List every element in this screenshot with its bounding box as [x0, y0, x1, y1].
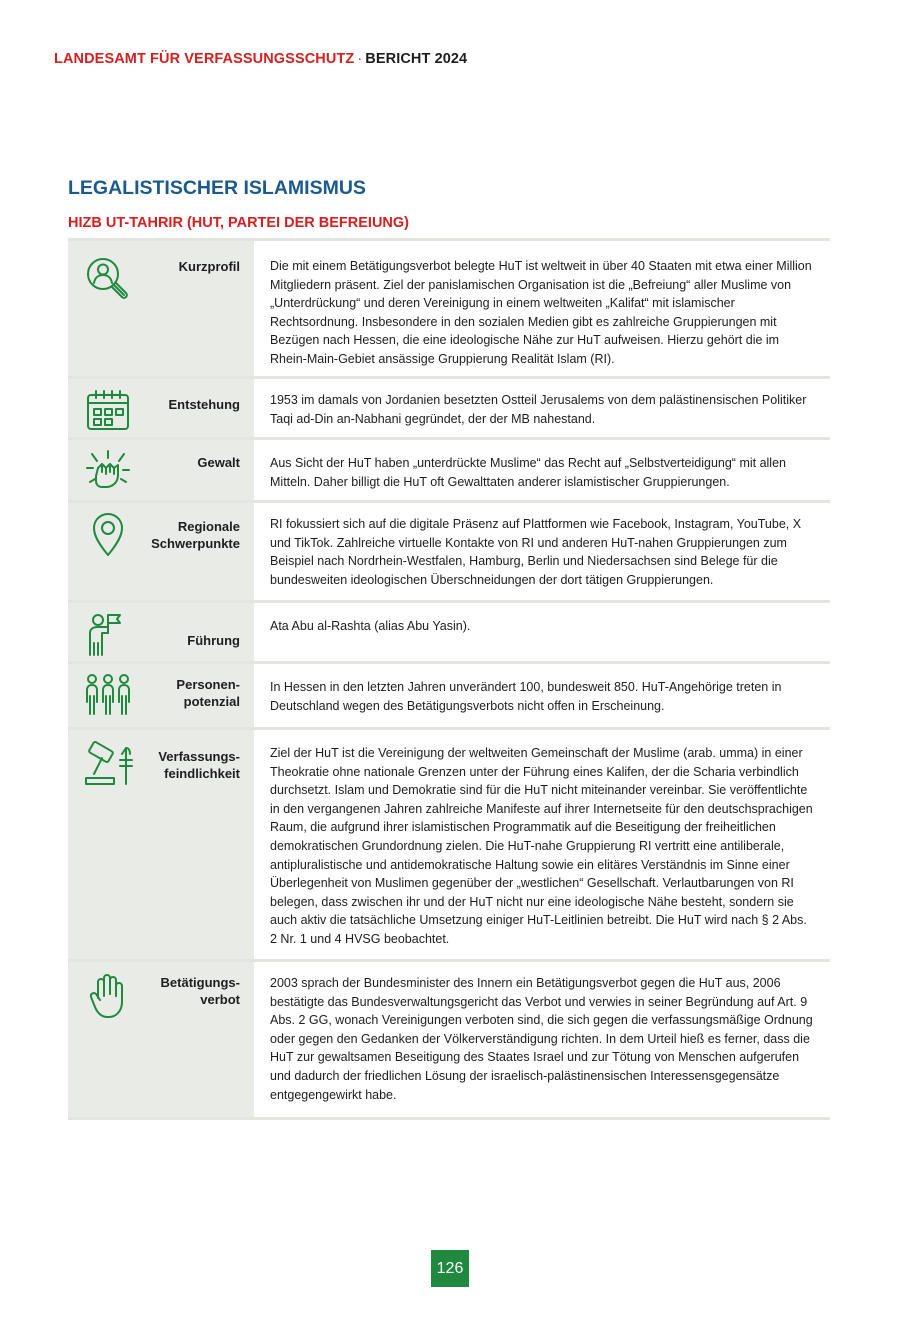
- calendar-icon: [84, 387, 132, 435]
- row-label-cell: [68, 379, 254, 437]
- page-number: 126: [431, 1250, 469, 1287]
- fist-violence-icon: [84, 448, 132, 496]
- row-label-line-1: Entstehung: [168, 397, 240, 412]
- table-row-gewalt: [68, 437, 830, 500]
- row-label: [187, 611, 240, 661]
- profile-table: [68, 238, 830, 1120]
- row-label-cell: [68, 962, 254, 1117]
- row-label-line-1: Personen-: [176, 677, 240, 692]
- row-text-cell: [254, 730, 830, 959]
- header-report: BERICHT 2024: [365, 51, 468, 67]
- row-label-cell: [68, 503, 254, 600]
- row-text-cell: [254, 241, 830, 376]
- row-label-cell: [68, 603, 254, 661]
- row-label-line-2: feindlichkeit: [164, 766, 240, 781]
- stop-hand-icon: [84, 972, 132, 1020]
- row-label-cell: [68, 241, 254, 376]
- section-title: LEGALISTISCHER ISLAMISMUS: [68, 177, 366, 199]
- table-row-personenpotenzial: [68, 661, 830, 727]
- header-org: LANDESAMT FÜR VERFASSUNGSSCHUTZ: [54, 51, 355, 67]
- row-label-line-1: Verfassungs-: [158, 749, 240, 764]
- table-row-betaetigungsverbot: [68, 959, 830, 1120]
- header-separator: ·: [357, 51, 363, 67]
- row-label-line-1: Führung: [187, 633, 240, 648]
- row-text: Ziel der HuT ist die Vereinigung der weltweiten Gemeinschaft der Muslime (arab. umma) in einer Theokratie ohne nationale Grenzen unter der Führung eines Kalifen, der die Scharia verbindlich durchsetzt. Islam und Demokratie sind für die HuT nicht miteinander vereinbar. Sie veröffentlichte in den vergangenen Jahren zahlreiche Manifeste auf ihrer Internetseite für den deutschsprachigen Raum, die aufgrund ihrer islamistischen Programmatik auf die Beseitigung der freiheitlichen demokratischen Grundordnung zielen. Die HuT-nahe Gruppierung RI vertritt eine antiliberale, antipluralistische und antidemokratische Haltung sowie ein elitäres Verständnis im Sinne einer Überlegenheit von Muslimen gegenüber der „westlichen“ Gesellschaft. Verlautbarungen von RI belegen, dass zwischen ihr und der HuT nicht nur eine ideologische Nähe besteht, sondern sie auch aktiv die tatsächliche Umsetzung einiger HuT-Leitlinien betreibt. Die HuT wird nach § 2 Abs. 2 Nr. 1 und 4 HVSG beobachtet.: [270, 746, 813, 946]
- row-text: Aus Sicht der HuT haben „unterdrückte Muslime“ das Recht auf „Selbstverteidigung“ mit allen Mitteln. Daher billigt die HuT oft Gewalttaten anderer islamistischer Gruppierungen.: [270, 456, 786, 489]
- table-row-entstehung: [68, 376, 830, 437]
- row-label: [161, 972, 240, 1117]
- row-text-cell: [254, 962, 830, 1117]
- gavel-icon: [84, 740, 140, 788]
- running-header: [54, 51, 467, 67]
- row-label-line-2: verbot: [200, 992, 240, 1007]
- table-row-kurzprofil: [68, 238, 830, 376]
- row-text: In Hessen in den letzten Jahren unverändert 100, bundesweit 850. HuT-Angehörige treten in Deutschland wegen des Betätigungsverbots nicht offen in Erscheinung.: [270, 680, 782, 713]
- row-text-cell: [254, 664, 830, 727]
- row-label: [197, 448, 240, 500]
- row-text-cell: [254, 603, 830, 661]
- subsection-title: HIZB UT-TAHRIR (HUT, PARTEI DER BEFREIUNG): [68, 215, 410, 231]
- row-label-line-1: Betätigungs-: [160, 975, 240, 990]
- row-text-cell: [254, 440, 830, 500]
- row-label-cell: [68, 664, 254, 727]
- row-label: [179, 255, 240, 376]
- row-label: [176, 672, 240, 727]
- row-label-line-2: potenzial: [183, 694, 240, 709]
- people-group-icon: [84, 672, 132, 720]
- row-text-cell: [254, 503, 830, 600]
- row-label: [151, 511, 240, 600]
- row-label-cell: [68, 730, 254, 959]
- map-pin-icon: [84, 511, 132, 559]
- row-text: Ata Abu al-Rashta (alias Abu Yasin).: [270, 619, 471, 633]
- table-row-verfassungsfeindlichkeit: [68, 727, 830, 959]
- leader-flag-icon: [84, 611, 132, 659]
- row-label-line-1: Gewalt: [197, 455, 240, 470]
- row-label-cell: [68, 440, 254, 500]
- row-label: [169, 387, 241, 437]
- table-row-fuehrung: [68, 600, 830, 661]
- row-text: Die mit einem Betätigungsverbot belegte HuT ist weltweit in über 40 Staaten mit etwa einer Million Mitgliedern präsent. Ziel der panislamischen Organisation ist die „Befreiung“ aller Muslime von „Unterdrückung“ und deren Vereinigung in einem weltweiten „Kalifat“ mit islamischer Rechtsordnung. Insbesondere in den sozialen Medien gibt es zahlreiche Gruppierungen mit Bezügen nach Hessen, die eine ideologische Nähe zur HuT aufweisen. Hierzu gehört die im Rhein-Main-Gebiet ansässige Gruppierung Realität Islam (RI).: [270, 259, 812, 366]
- table-row-regionale-schwerpunkte: [68, 500, 830, 600]
- row-text: RI fokussiert sich auf die digitale Präsenz auf Plattformen wie Facebook, Instagram, YouTube, X und TikTok. Zahlreiche virtuelle Kontakte von RI und anderen HuT-nahen Gruppierungen zum Beispiel nach Nordrhein-Westfalen, Hamburg, Berlin und Niedersachsen sind Belege für die bundesweiten ideologischen Überschneidungen der dort tätigen Gruppierungen.: [270, 517, 802, 587]
- row-text: 2003 sprach der Bundesminister des Innern ein Betätigungsverbot gegen die HuT aus, 2006 bestätigte das Bundesverwaltungsgericht das Verbot und verwies in seiner Begründung auf Art. 9 Abs. 2 GG, wonach Vereinigungen verboten sind, die sich gegen die verfassungsmäßige Ordnung oder gegen den Gedanken der Völkerverständigung richten. In dem Urteil hieß es ferner, dass die HuT zur gewaltsamen Beseitigung des Staates Israel und zur Tötung von Menschen aufgerufen und dadurch der friedlichen Lösung der israelisch-palästinensischen Interessensgegensätze entgegengewirkt habe.: [270, 976, 813, 1102]
- row-label-line-2: Schwerpunkte: [151, 536, 240, 551]
- row-label-line-1: Kurzprofil: [178, 259, 240, 274]
- search-profile-icon: [84, 255, 132, 303]
- row-text-cell: [254, 379, 830, 437]
- row-label: [158, 740, 240, 959]
- row-text: 1953 im damals von Jordanien besetzten Ostteil Jerusalems von dem palästinensischen Politiker Taqi ad-Din an-Nabhani gegründet, der der MB nahestand.: [270, 393, 807, 426]
- row-label-line-1: Regionale: [177, 519, 240, 534]
